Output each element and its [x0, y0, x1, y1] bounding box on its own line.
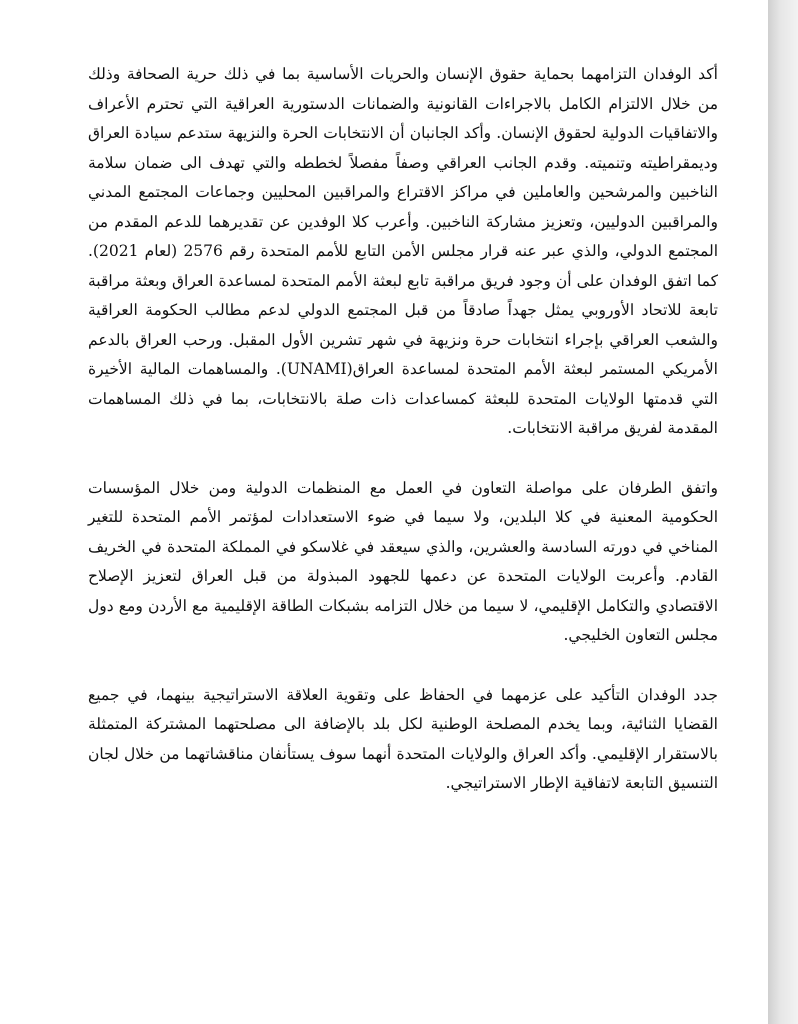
page-edge-shadow — [768, 0, 798, 1024]
document-body — [88, 60, 718, 829]
paragraph-human-rights-elections: أكد الوفدان التزامهما بحماية حقوق الإنسان والحريات الأساسية بما في ذلك حرية الصحافة وذلك من خلال الالتزام الكامل بالاجراءات القانونية والضمانات الدستورية العراقية التي تحترم الأعراف والاتفاقيات الدولية لحقوق الإنسان. وأكد الجانبان أن الانتخابات الحرة والنزيهة ستدعم سيادة العراق وديمقراطيته وتنميته. وقدم الجانب العراقي وصفاً مفصلاً لخططه والتي تهدف الى ضمان سلامة الناخبين والمرشحين والعاملين في مراكز الاقتراع والمراقبين المحليين وجماعات المجتمع المدني والمراقبين الدوليين، وتعزيز مشاركة الناخبين. وأعرب كلا الوفدين عن تقديرهما للدعم المقدم من المجتمع الدولي، والذي عبر عنه قرار مجلس الأمن التابع للأمم المتحدة رقم 2576 (لعام 2021). كما اتفق الوفدان على أن وجود فريق مراقبة تابع لبعثة الأمم المتحدة لمساعدة العراق وبعثة مراقبة تابعة للاتحاد الأوروبي يمثل جهداً صادقاً من قبل المجتمع الدولي لدعم مطالب الحكومة العراقية والشعب العراقي بإجراء انتخابات حرة ونزيهة في شهر تشرين الأول المقبل. ورحب العراق بالدعم الأمريكي المستمر لبعثة الأمم المتحدة لمساعدة العراق(UNAMI). والمساهمات المالية الأخيرة التي قدمتها الولايات المتحدة للبعثة كمساعدات ذات صلة بالانتخابات، بما في ذلك المساهمات المقدمة لفريق مراقبة الانتخابات. — [88, 65, 718, 437]
paragraph-climate-cooperation: واتفق الطرفان على مواصلة التعاون في العمل مع المنظمات الدولية ومن خلال المؤسسات الحكومية المعنية في كلا البلدين، ولا سيما في ضوء الاستعدادات لمؤتمر الأمم المتحدة للتغير المناخي في دورته السادسة والعشرين، والذي سيعقد في غلاسكو في المملكة المتحدة في الخريف القادم. وأعربت الولايات المتحدة عن دعمها للجهود المبذولة من قبل العراق لتعزيز الإصلاح الاقتصادي والتكامل الإقليمي، لا سيما من خلال التزامه بشبكات الطاقة الإقليمية مع الأردن ومع دول مجلس التعاون الخليجي. — [88, 478, 718, 644]
paragraph-strategic-relationship: جدد الوفدان التأكيد على عزمهما في الحفاظ على وتقوية العلاقة الاستراتيجية بينهما، في جميع القضايا الثنائية، وبما يخدم المصلحة الوطنية لكل بلد بالإضافة الى مصلحتهما المشتركة المتمثلة بالاستقرار الإقليمي. وأكد العراق والولايات المتحدة أنهما سوف يستأنفان مناقشاتهما من خلال لجان التنسيق التابعة لاتفاقية الإطار الاستراتيجي. — [88, 685, 718, 792]
